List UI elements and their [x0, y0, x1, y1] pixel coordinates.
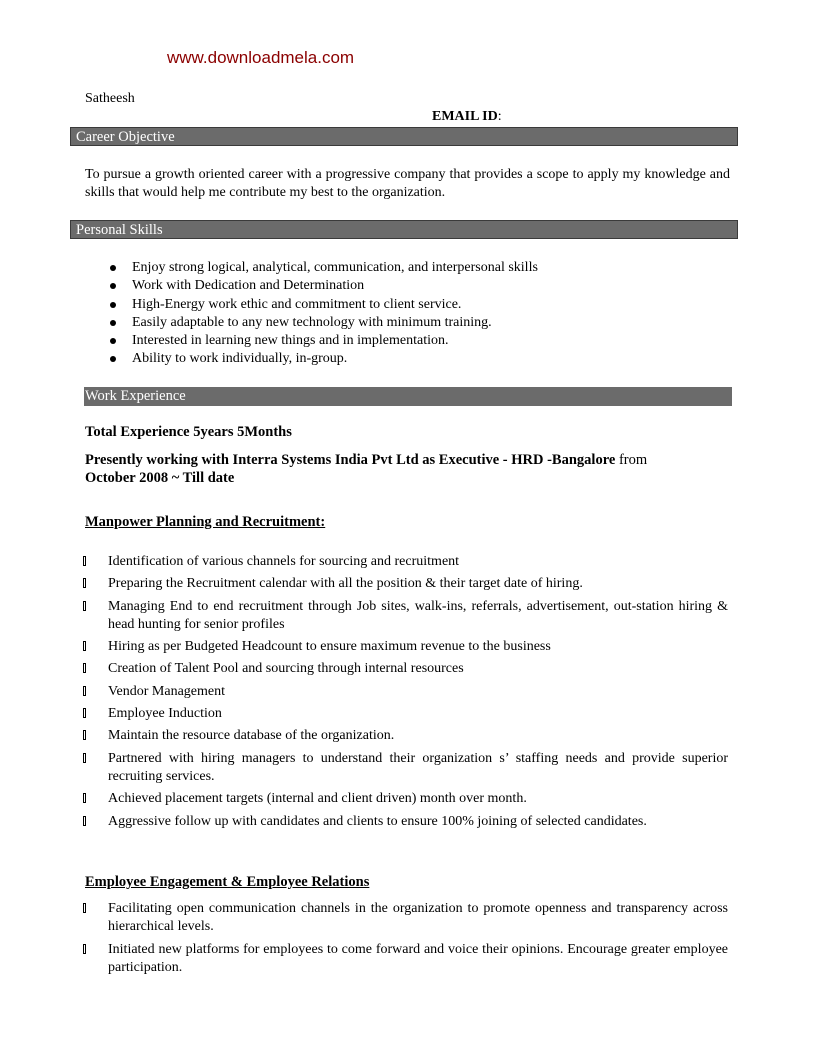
list-item — [83, 638, 728, 656]
bullet-bar-icon — [83, 708, 86, 718]
skill-text: High-Energy work ethic and commitment to client service. — [132, 296, 462, 312]
skill-text: Easily adaptable to any new technology with minimum training. — [132, 314, 492, 330]
item-text: Identification of various channels for sourcing and recruitment — [108, 554, 460, 569]
item-text: Creation of Talent Pool and sourcing through internal resources — [108, 661, 464, 677]
list-item — [83, 750, 728, 787]
list-item — [110, 350, 730, 368]
item-text: Hiring as per Budgeted Headcount to ensure maximum revenue to the business — [108, 639, 551, 655]
bullet-bar-icon — [83, 686, 86, 696]
bullet-icon — [110, 302, 116, 308]
bullet-bar-icon — [83, 903, 86, 913]
candidate-name: Satheesh — [85, 91, 135, 106]
list-item — [83, 727, 728, 745]
engagement-list — [83, 900, 728, 981]
bullet-bar-icon — [83, 578, 86, 588]
manpower-list — [83, 553, 728, 835]
bullet-bar-icon — [83, 944, 86, 954]
item-text: Vendor Management — [108, 683, 226, 699]
item-text: Partnered with hiring managers to understand their organization s’ staffing needs and provide superior recruiting services. — [108, 750, 728, 784]
list-item — [83, 813, 728, 831]
email-label-text: EMAIL ID — [432, 109, 498, 124]
email-label — [432, 109, 502, 125]
skill-text: Work with Dedication and Determination — [132, 278, 365, 294]
list-item — [83, 598, 728, 635]
skill-text: Ability to work individually, in-group. — [132, 351, 348, 367]
item-text: Maintain the resource database of the organization. — [108, 728, 395, 744]
item-text: Managing End to end recruitment through Job sites, walk-ins, referrals, advertisement, out-station hiring & head hunting for senior profiles — [108, 598, 728, 632]
list-item — [83, 553, 728, 571]
list-item — [110, 332, 730, 350]
personal-skills-list — [110, 259, 730, 369]
present-from: from — [615, 452, 648, 468]
present-date: October 2008 ~ Till date — [85, 470, 235, 486]
engagement-heading: Employee Engagement & Employee Relations — [85, 874, 370, 890]
list-item — [83, 575, 728, 593]
list-item — [83, 900, 728, 937]
present-employment — [85, 451, 735, 487]
skill-text: Enjoy strong logical, analytical, communication, and interpersonal skills — [132, 260, 538, 275]
bullet-icon — [110, 320, 116, 326]
list-item — [110, 259, 730, 277]
website-url[interactable]: www.downloadmela.com — [167, 48, 355, 67]
present-employer: Presently working with Interra Systems India Pvt Ltd as Executive - HRD -Bangalore — [85, 452, 616, 468]
item-text: Preparing the Recruitment calendar with all the position & their target date of hiring. — [108, 576, 583, 592]
email-colon: : — [497, 109, 502, 124]
bullet-icon — [110, 283, 116, 289]
work-experience-heading: Work Experience — [84, 387, 732, 406]
bullet-icon — [110, 356, 116, 362]
list-item — [110, 314, 730, 332]
bullet-icon — [110, 265, 116, 271]
total-experience: Total Experience 5years 5Months — [85, 424, 292, 440]
list-item — [110, 277, 730, 295]
bullet-bar-icon — [83, 816, 86, 826]
item-text: Facilitating open communication channels in the organization to promote openness and transparency across hierarchical levels. — [108, 901, 728, 935]
bullet-icon — [110, 338, 116, 344]
career-objective-heading: Career Objective — [70, 127, 738, 146]
list-item — [110, 296, 730, 314]
bullet-bar-icon — [83, 641, 86, 651]
bullet-bar-icon — [83, 663, 86, 673]
list-item — [83, 683, 728, 701]
personal-skills-heading: Personal Skills — [70, 220, 738, 239]
item-text: Initiated new platforms for employees to come forward and voice their opinions. Encourage greater employee participation. — [108, 941, 728, 975]
career-objective-text: To pursue a growth oriented career with a progressive company that provides a scope to apply my knowledge and skills that would help me contribute my best to the organization. — [85, 167, 730, 200]
bullet-bar-icon — [83, 601, 86, 611]
list-item — [83, 941, 728, 978]
list-item — [83, 660, 728, 678]
item-text: Achieved placement targets (internal and client driven) month over month. — [108, 791, 527, 807]
item-text: Employee Induction — [108, 706, 222, 722]
list-item — [83, 790, 728, 808]
list-item — [83, 705, 728, 723]
bullet-bar-icon — [83, 730, 86, 740]
bullet-bar-icon — [83, 556, 86, 566]
bullet-bar-icon — [83, 753, 86, 763]
bullet-bar-icon — [83, 793, 86, 803]
item-text: Aggressive follow up with candidates and clients to ensure 100% joining of selected candidates. — [108, 813, 647, 829]
skill-text: Interested in learning new things and in implementation. — [132, 333, 449, 349]
manpower-heading: Manpower Planning and Recruitment: — [85, 514, 326, 530]
